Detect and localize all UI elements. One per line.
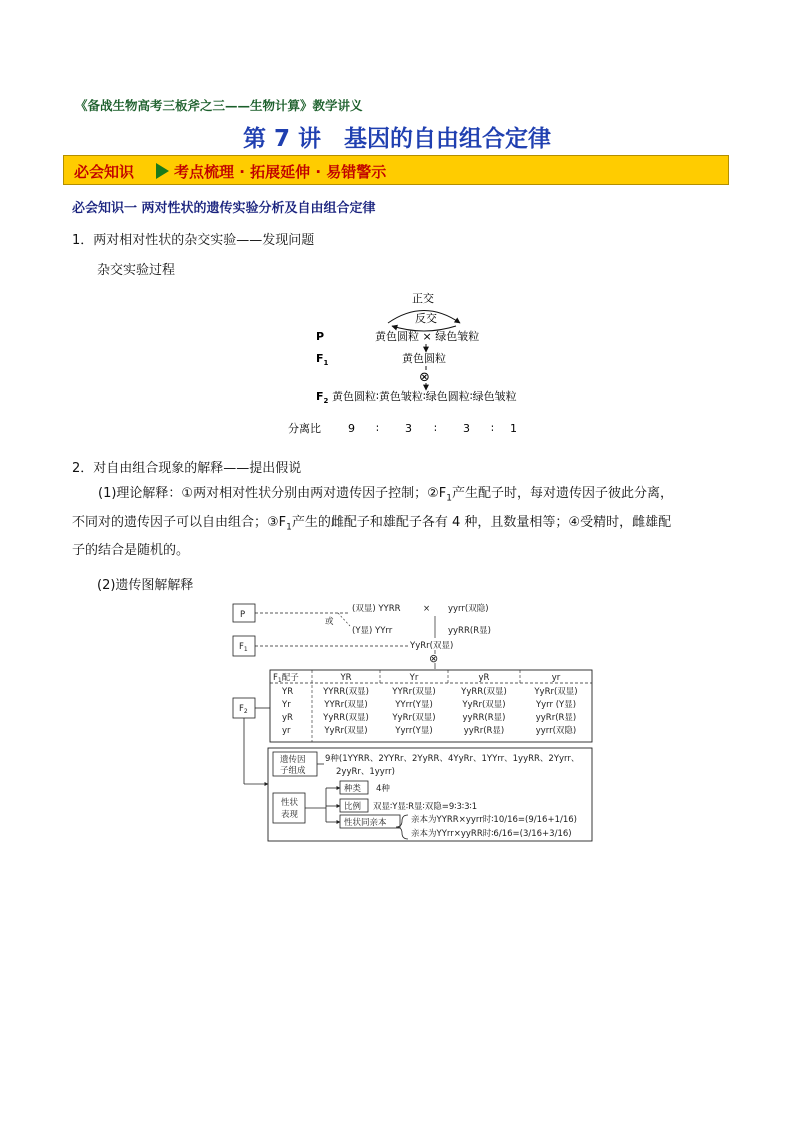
section-banner [63, 155, 729, 185]
f1-box-label: $F_1$ [239, 642, 248, 653]
table-cell: YyRr(双显) [534, 687, 578, 697]
f1-genotype: YyRr(双显) [410, 641, 454, 651]
table-col-header: yR [478, 673, 490, 683]
table-row-gamete: YR [282, 687, 294, 697]
table-cell: yyrr(双隐) [535, 726, 577, 736]
genetic-diagram [230, 598, 596, 844]
table-col-header: Yr [409, 673, 419, 683]
table-cell: YYRr(双显) [392, 687, 436, 697]
fanjiao-label: 反交 [415, 312, 437, 325]
ratio-value: 9 [348, 422, 355, 435]
table-row-gamete: Yr [282, 700, 291, 710]
ratio-value: 3 [463, 422, 470, 435]
table-row-gamete: yR [282, 713, 293, 723]
ratio-value: ∶ [491, 422, 494, 435]
table-cell: YYRr(双显) [324, 700, 368, 710]
table-cell: Yyrr(Y显) [395, 726, 433, 736]
self-cross-icon: ⊗ [429, 652, 439, 665]
cross2-right: yyRR(R显) [448, 626, 491, 636]
page-title: 第 7 讲 基因的自由组合定律 [242, 126, 552, 152]
self-cross-icon: ⊗ [419, 370, 430, 385]
zhengjiao-label: 正交 [412, 292, 434, 305]
f1-label: $F_1$ [316, 352, 329, 367]
genotype-text-1: 9种(1YYRR、2YYRr、2YyRR、4YyRr、1YYrr、1yyRR、2Yyrr、 [325, 754, 580, 764]
table-cell: Yyrr (Y显) [535, 700, 577, 710]
item2-sub: (2)遗传图解解释 [97, 578, 194, 593]
table-cell: yyRr(R显) [463, 726, 505, 736]
table-cell: YyRR(双显) [461, 687, 507, 697]
same-text-2: 亲本为YYrr×yyRR时∶6/16=(3/16+3/16) [411, 829, 572, 839]
cross-diagram [288, 290, 560, 440]
f2-text: 黄色圆粒∶黄色皱粒∶绿色圆粒∶绿色皱粒 [332, 390, 517, 403]
ratio-label: 比例 [344, 802, 362, 812]
header-note: 《备战生物高考三板斧之三——生物计算》教学讲义 [75, 98, 363, 113]
table-cell: YyRr(双显) [462, 700, 506, 710]
f2-label: $F_2$ [316, 390, 329, 405]
cross1-left: (双显) YYRR [352, 604, 401, 614]
f2-box-label: $F_2$ [239, 704, 248, 715]
or-label: 或 [325, 617, 334, 627]
p-label: P [316, 330, 325, 343]
table-corner: $F_1$配子 [273, 673, 299, 684]
same-text-1: 亲本为YYRR×yyrr时∶10/16=(9/16+1/16) [411, 815, 577, 825]
cross1-right: yyrr(双隐) [448, 604, 489, 614]
f1-text: 黄色圆粒 [402, 352, 446, 365]
table-cell: YyRr(双显) [324, 726, 368, 736]
ratio-value: 1 [510, 422, 517, 435]
table-cell: YYrr(Y显) [395, 700, 433, 710]
table-cell: YyRr(双显) [392, 713, 436, 723]
ratio-value: ∶ [376, 422, 379, 435]
banner-right: 考点梳理 · 拓展延伸 · 易错警示 [174, 163, 387, 181]
section-heading: 必会知识一 两对性状的遗传实验分析及自由组合定律 [72, 201, 376, 216]
table-cell: YyRR(双显) [323, 713, 369, 723]
kinds-text: 4种 [376, 784, 390, 794]
table-cell: YYRR(双显) [323, 687, 369, 697]
table-row-gamete: yr [282, 726, 291, 736]
ratio-text: 双显∶Y显∶R显∶双隐=9∶3∶3∶1 [373, 802, 478, 812]
banner-left: 必会知识 [74, 163, 135, 181]
ratio-values [348, 422, 517, 435]
table-cell: yyRr(R显) [535, 713, 577, 723]
ratio-value: 3 [405, 422, 412, 435]
item1-sub: 杂交实验过程 [97, 263, 176, 278]
genotype-text-2: 2yyRr、1yyrr) [336, 767, 395, 777]
ratio-value: ∶ [434, 422, 437, 435]
item2-title: 2．对自由组合现象的解释——提出假说 [72, 461, 302, 476]
play-arrow-icon [156, 163, 169, 179]
same-label: 性状同亲本 [344, 818, 387, 828]
p-box-label: P [240, 610, 246, 620]
cross-x: × [423, 604, 431, 614]
ratio-label: 分离比 [288, 422, 321, 435]
table-cell: yyRR(R显) [462, 713, 506, 723]
genotype-box-l2: 子组成 [280, 766, 306, 776]
phenotype-box-l1: 性状 [281, 798, 299, 808]
cross2-left: (Y显) YYrr [352, 626, 393, 636]
table-col-header: YR [340, 673, 352, 683]
theory-paragraph: (1)理论解释：①两对相对性状分别由两对遗传因子控制；$②F_1$产生配子时，每对遗传因子彼此分离， 不同对的遗传因子可以自由组合；$③F_1$产生的雌配子和雄配子各有 4 种，且数量相等；④受精时，雌雄配 子的结合是随机的。 [72, 486, 673, 559]
genotype-box-l1: 遗传因 [280, 755, 306, 765]
kinds-label: 种类 [344, 784, 362, 794]
phenotype-box-l2: 表现 [281, 810, 299, 820]
item1-title: 1．两对相对性状的杂交实验——发现问题 [72, 233, 315, 248]
p-cross: 黄色圆粒 × 绿色皱粒 [375, 330, 480, 343]
table-col-header: yr [551, 673, 561, 683]
